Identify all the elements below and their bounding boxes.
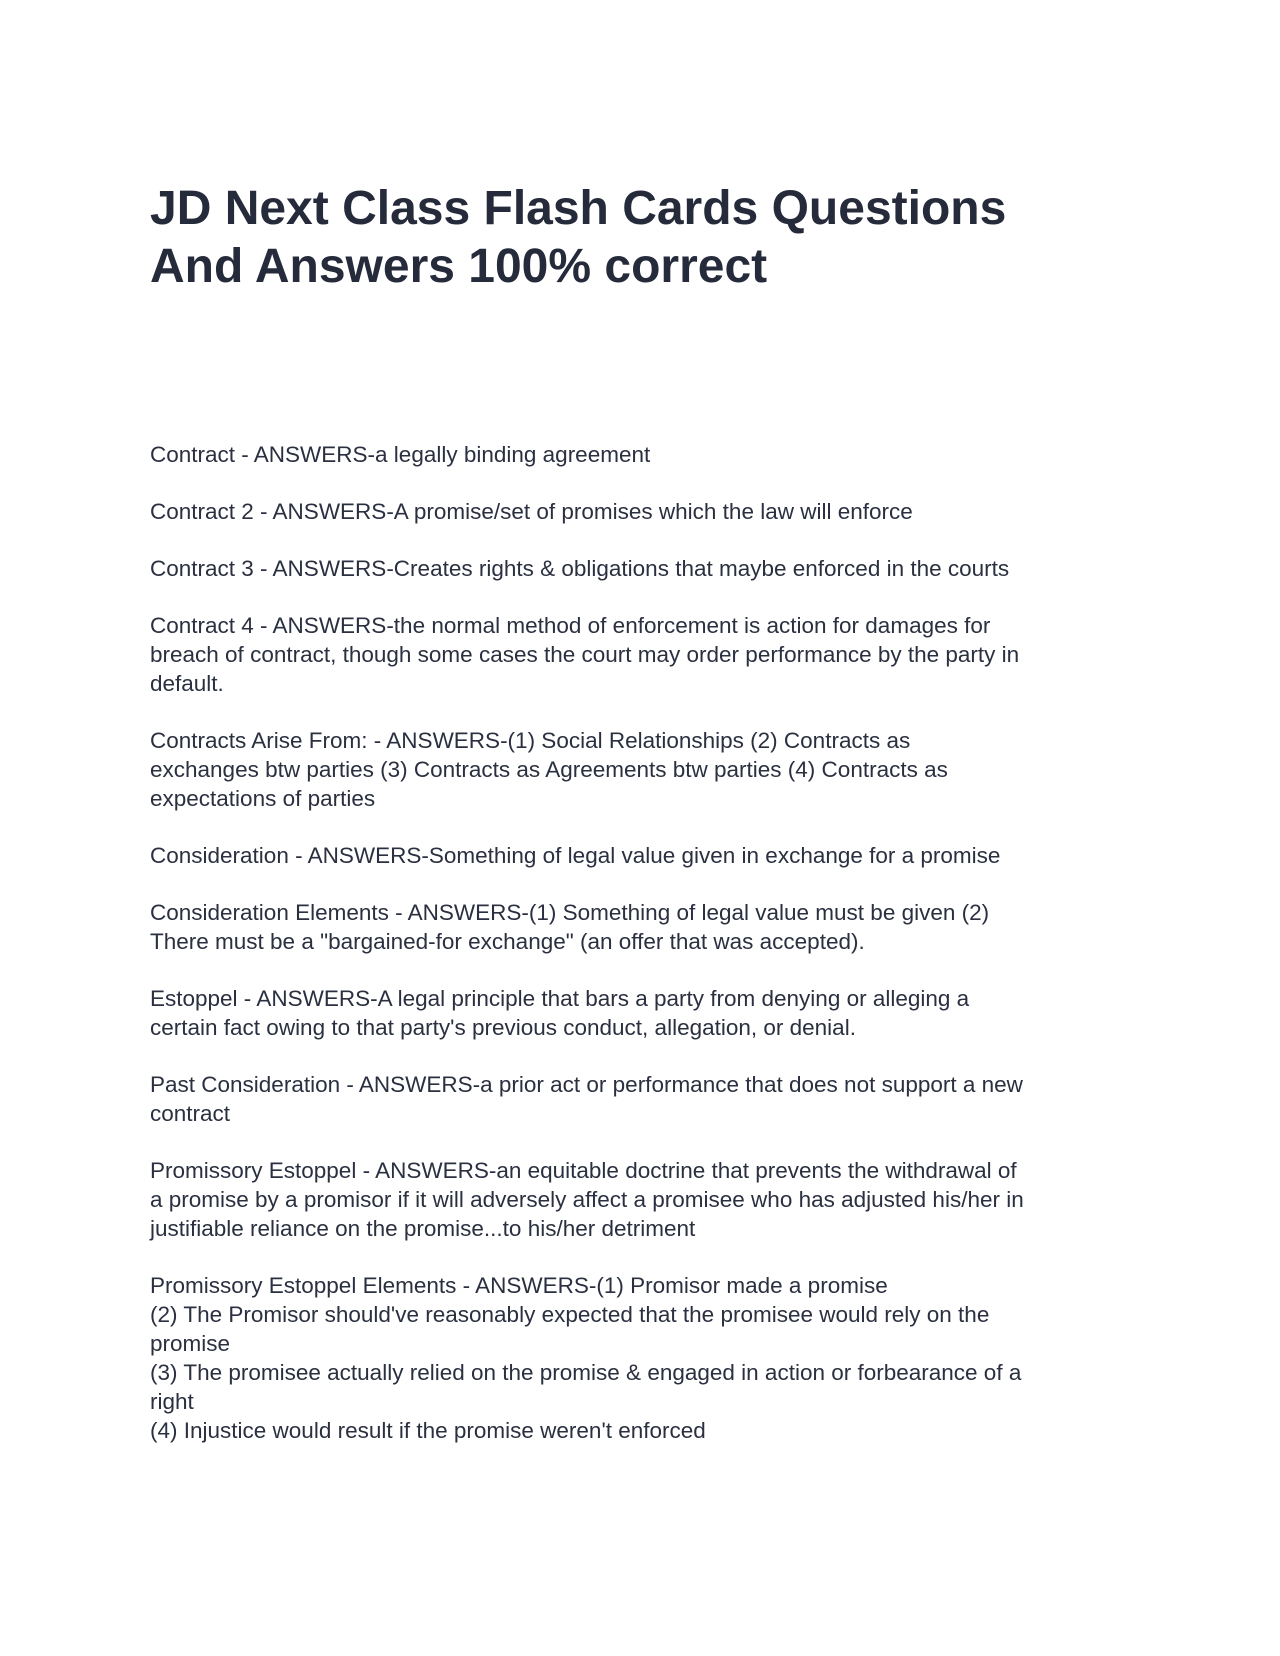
entry-line: default. (150, 671, 224, 696)
flash-card-contracts-arise-from (150, 726, 1140, 813)
flash-card-contract-3 (150, 554, 1140, 583)
title-line-2: And Answers 100% correct (150, 240, 768, 293)
entry-line: right (150, 1389, 194, 1414)
entry-line: promise (150, 1331, 231, 1356)
entry-line: expectations of parties (150, 786, 376, 811)
flash-card-consideration (150, 841, 1140, 870)
flash-card-list (150, 440, 1140, 1445)
flash-card-promissory-estoppel-elements (150, 1271, 1140, 1445)
document-title (150, 180, 1140, 296)
document-page (150, 180, 1140, 1473)
entry-line: a promise by a promisor if it will adversely affect a promisee who has adjusted his/her in (150, 1187, 1024, 1212)
flash-card-consideration-elements (150, 898, 1140, 956)
entry-line: Consideration Elements - ANSWERS-(1) Something of legal value must be given (2) (150, 900, 990, 925)
title-line-1: JD Next Class Flash Cards Questions (150, 182, 1007, 235)
entry-line: There must be a "bargained-for exchange" (an offer that was accepted). (150, 929, 865, 954)
flash-card-estoppel (150, 984, 1140, 1042)
entry-line: Contract 2 - ANSWERS-A promise/set of promises which the law will enforce (150, 499, 913, 524)
entry-line: Estoppel - ANSWERS-A legal principle that bars a party from denying or alleging a (150, 986, 970, 1011)
entry-line: Contracts Arise From: - ANSWERS-(1) Social Relationships (2) Contracts as (150, 728, 911, 753)
entry-line: (2) The Promisor should've reasonably expected that the promisee would rely on the (150, 1302, 990, 1327)
entry-line: contract (150, 1101, 231, 1126)
entry-line: Contract 4 - ANSWERS-the normal method of enforcement is action for damages for (150, 613, 991, 638)
entry-line: exchanges btw parties (3) Contracts as Agreements btw parties (4) Contracts as (150, 757, 948, 782)
entry-line: Promissory Estoppel - ANSWERS-an equitable doctrine that prevents the withdrawal of (150, 1158, 1017, 1183)
entry-line: Promissory Estoppel Elements - ANSWERS-(1) Promisor made a promise (150, 1273, 888, 1298)
entry-line: Past Consideration - ANSWERS-a prior act or performance that does not support a new (150, 1072, 1023, 1097)
flash-card-promissory-estoppel (150, 1156, 1140, 1243)
entry-line: Contract - ANSWERS-a legally binding agreement (150, 442, 651, 467)
entry-line: (4) Injustice would result if the promise weren't enforced (150, 1418, 706, 1443)
flash-card-contract-4 (150, 611, 1140, 698)
flash-card-past-consideration (150, 1070, 1140, 1128)
entry-line: justifiable reliance on the promise...to his/her detriment (150, 1216, 696, 1241)
entry-line: Consideration - ANSWERS-Something of legal value given in exchange for a promise (150, 843, 1001, 868)
entry-line: (3) The promisee actually relied on the promise & engaged in action or forbearance of a (150, 1360, 1022, 1385)
entry-line: certain fact owing to that party's previous conduct, allegation, or denial. (150, 1015, 856, 1040)
entry-line: Contract 3 - ANSWERS-Creates rights & obligations that maybe enforced in the courts (150, 556, 1010, 581)
flash-card-contract-2 (150, 497, 1140, 526)
entry-line: breach of contract, though some cases the court may order performance by the party in (150, 642, 1020, 667)
flash-card-contract (150, 440, 1140, 469)
